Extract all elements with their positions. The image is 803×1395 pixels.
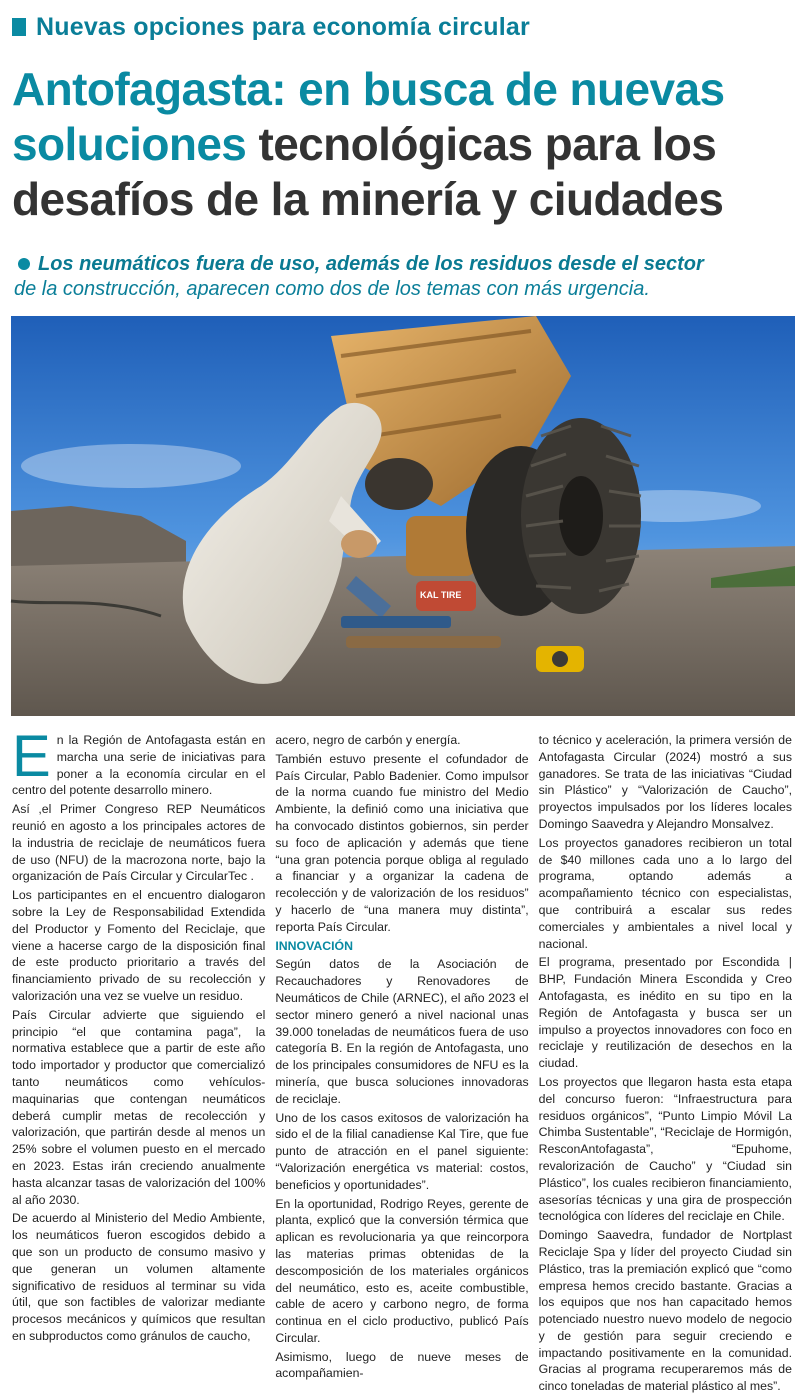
paragraph: acero, negro de carbón y energía. (275, 733, 461, 747)
paragraph: Los proyectos que llegaron hasta esta etapa del concurso fueron: “Infraestructura para residuos orgánicos”, “Punto Limpio Móvil La Chimba Sustentable”, “Reciclaje de Hormigón, ResconAntofagasta”, “Epuhome, revalorización de Caucho” y “Ciudad sin Plástico”, los cuales recibieron financiamiento, asesorías técnicas y una gira de prospección tecnológica con líderes del reciclaje en Chile. (538, 1074, 792, 1224)
paragraph: Uno de los casos exitosos de valorización ha sido el de la filial canadiense Kal Tire, que fue punto de atracción en el panel siguiente: “Valorización energética vs material: costos, beneficios y oportunidades”. (275, 1110, 529, 1192)
column-2 (275, 732, 529, 1381)
subhead-bold: Los neumáticos fuera de uso, además de los residuos desde el sector (38, 253, 704, 275)
welding-helmet (365, 458, 433, 510)
paragraph: También estuvo presente el cofundador de País Circular, Pablo Badenier. Como impulsor de la norma cuando fue ministro del Medio Ambiente, la definió como una iniciativa que ha convocado distintos gobiernos, sin perder su foco de aplicación y además que tiene “una gran potencia porque obliga al regulado a financiar y a organizar la cadena de recolección y de valorización de los residuos” y hacerlo de “una manera muy distinta”, reporta País Circular. (275, 751, 529, 934)
subhead-rest: de la construcción, aparecen como dos de los temas con más urgencia. (14, 278, 650, 300)
headline-part-1: Antofagasta: en busca de nuevas (12, 63, 725, 115)
drop-cap: E (12, 724, 51, 789)
bullet-dot-icon (18, 258, 30, 270)
column-3 (538, 732, 792, 1394)
paragraph: Los participantes en el encuentro dialogaron sobre la Ley de Responsabilidad Extendida del Productor y Fomento del Reciclaje, que viene a hacerse cargo de la disposición final de este producto prioritario a través del financiamiento privado de su recolección y valorización una vez se vuelve un residuo. (12, 888, 266, 1003)
headline (12, 62, 797, 227)
column-1 (12, 724, 266, 1343)
headline-part-2: soluciones (12, 118, 247, 170)
ground (11, 546, 795, 716)
equipment-label: KAL TIRE (420, 590, 462, 600)
paragraph: En la oportunidad, Rodrigo Reyes, gerente de planta, explicó que la conversión térmica que aplican es revolucionaria ya que reincorpora las materias primas obtenidas de la descomposición de los materiales orgánicos del neumático, esto es, aceite combustible, cable de acero y carbono negro, de forma continua en el ciclo productivo, publicó País Circular. (275, 1196, 529, 1345)
paragraph: Así ,el Primer Congreso REP Neumáticos reunió en agosto a los principales actores de la industria de reciclaje de neumáticos fuera de uso (NFU) de la macrozona norte, bajo la organización de País Circular y CircularTec . (12, 802, 266, 884)
section-subtitle: INNOVACIÓN (275, 938, 353, 953)
paragraph: País Circular advierte que siguiendo el principio “el que contamina paga”, la normativa establece que a partir de este año todo importador y productor que comercializó tanto neumáticos como vehículos-maquinarias que contengan neumáticos deberá cumplir metas de recolección y valorización, que partirán desde al menos un 25% sobre el volumen puesto en el mercado en 2023. Estas irán creciendo anualmente hasta alcanzar tasas de valorización del 100% al año 2030. (12, 1007, 266, 1207)
section-tag (12, 10, 530, 44)
paragraph: to técnico y aceleración, la primera versión de Antofagasta Circular (2024) mostró a sus ganadores. Se trata de las iniciativas “Ciudad sin Plástico” y “Valorización de Caucho”, proyectos impulsados por los líderes locales Domingo Saavedra y Alejandro Monsalvez. (538, 733, 792, 831)
subheadline (14, 252, 794, 302)
paragraph: De acuerdo al Ministerio del Medio Ambiente, los neumáticos fueron escogidos debido a que son un producto de consumo masivo y que generan un volumen altamente significativo de residuos al terminar su vida útil, que son factibles de valorizar mediante procesos mecánicos y químicos que resultan en subproductos como gránulos de caucho, (12, 1211, 266, 1343)
article-photo (11, 316, 795, 716)
photo-illustration (11, 316, 795, 716)
axle-assembly (406, 516, 476, 576)
paragraph: El programa, presentado por Escondida | BHP, Fundación Minera Escondida y Creo Antofagasta, es inédito en su tipo en la Región de Antofagasta y busca ser un impulso a proyectos innovadores con foco en reciclaje y reutilización de desechos en la ciudad. (538, 955, 792, 1071)
section-marker-icon (12, 18, 26, 36)
paragraph: Domingo Saavedra, fundador de Nortplast Reciclaje Spa y líder del proyecto Ciudad sin Plástico, tras la premiación explicó que “como empresa hemos crecido bastante. Gracias a los equipos que nos han capacitado hemos potenciado nuestro nuevo modelo de negocio y de gestión para seguir creciendo e impactando positivamente en la comunidad. Gracias al programa recuperaremos más de cinco toneladas de material plástico al mes”. (538, 1228, 792, 1394)
paragraph: Asimismo, luego de nueve meses de acompañamien- (275, 1349, 529, 1381)
headline-part-3: tecnológicas para los (246, 118, 717, 170)
paragraph: En la Región de Antofagasta están en marcha una serie de iniciativas para poner a la economía circular en el centro del potente desarrollo minero. (12, 724, 266, 798)
section-title: Nuevas opciones para economía circular (36, 12, 530, 41)
headline-part-4: desafíos de la minería y ciudades (12, 173, 724, 225)
paragraph: Los proyectos ganadores recibieron un total de $40 millones cada uno a lo largo del programa, optando además a acompañamiento técnico con especialistas, que contribuirá a escalar sus redes comerciales y ambientales a nivel local y nacional. (538, 835, 792, 951)
article-body (12, 724, 792, 1394)
glove (341, 530, 377, 558)
paragraph: Según datos de la Asociación de Recauchadores y Renovadores de Neumáticos de Chile (ARNEC), el año 2023 el sector minero generó a nivel nacional unas 39.000 toneladas de neumáticos fuera de uso categoría B. En la región de Antofagasta, uno de los principales consumidores de NFU es la minería, que busca soluciones innovadoras de reciclaje. (275, 957, 529, 1106)
